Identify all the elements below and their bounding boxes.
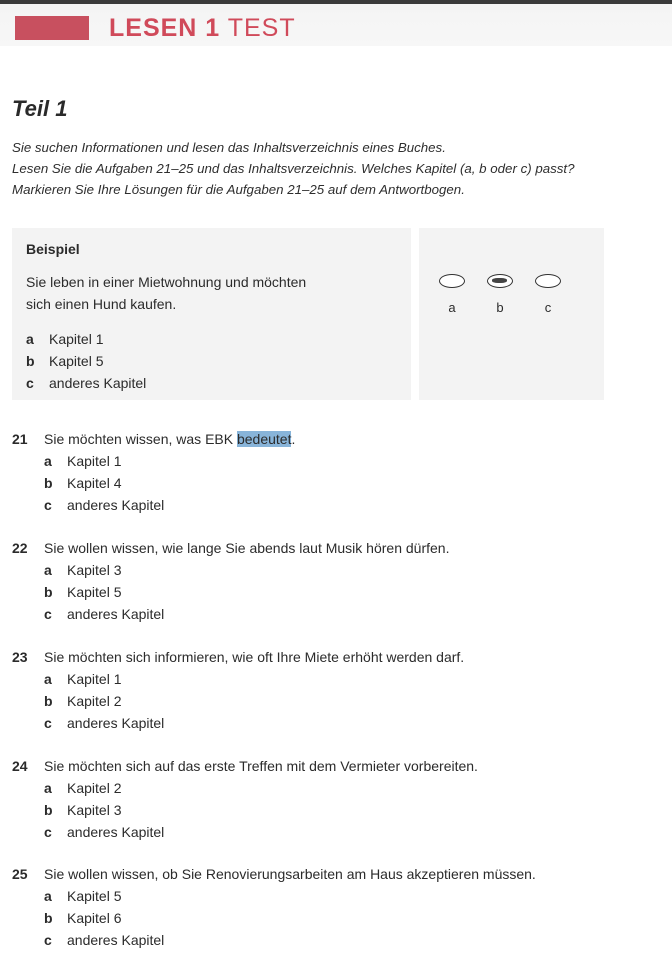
answer-bubble-c[interactable] — [535, 274, 561, 288]
example-text-line: sich einen Hund kaufen. — [26, 296, 177, 312]
option-text: anderes Kapitel — [49, 375, 147, 391]
question-options — [44, 450, 295, 516]
question-number: 24 — [12, 758, 28, 774]
option-letter: b — [44, 693, 53, 709]
option-b — [44, 799, 478, 821]
option-text: Kapitel 5 — [67, 584, 122, 600]
option-letter: c — [44, 606, 52, 622]
option-text: Kapitel 1 — [49, 331, 104, 347]
option-letter: b — [44, 475, 53, 491]
instructions — [12, 137, 667, 200]
option-c — [44, 929, 536, 951]
option-letter: a — [44, 671, 52, 687]
option-b — [44, 472, 295, 494]
option-a — [44, 885, 536, 907]
option-text: Kapitel 2 — [67, 693, 122, 709]
option-a — [44, 450, 295, 472]
option-letter: c — [44, 715, 52, 731]
question-text-part: . — [291, 431, 296, 447]
question-23 — [12, 646, 464, 734]
option-letter: c — [44, 824, 52, 840]
bubble-label: b — [496, 300, 504, 315]
option-letter: c — [44, 932, 52, 948]
option-c — [44, 712, 464, 734]
bubble-label: a — [448, 300, 456, 315]
question-number: 23 — [12, 649, 28, 665]
page-title-light: TEST — [227, 14, 296, 42]
option-text: anderes Kapitel — [67, 824, 165, 840]
bubble-label: c — [544, 300, 552, 315]
example-box — [12, 228, 411, 400]
question-text — [12, 863, 536, 885]
example-answer-box — [419, 228, 604, 400]
option-text: anderes Kapitel — [67, 932, 165, 948]
option-b — [44, 907, 536, 929]
example-text-line: Sie leben in einer Mietwohnung und möchten — [26, 274, 307, 290]
option-c — [44, 821, 478, 843]
question-24 — [12, 755, 478, 843]
question-options — [44, 885, 536, 951]
option-text: anderes Kapitel — [67, 715, 165, 731]
question-options — [44, 777, 478, 843]
question-text-part: Sie möchten sich auf das erste Treffen mit dem Vermieter vorbereiten. — [44, 758, 478, 774]
option-text: Kapitel 3 — [67, 802, 122, 818]
option-letter: b — [44, 910, 53, 926]
option-b — [44, 581, 449, 603]
option-letter: a — [26, 331, 34, 347]
question-25 — [12, 863, 536, 951]
option-letter: a — [44, 780, 52, 796]
option-letter: b — [44, 802, 53, 818]
section-title: Teil 1 — [12, 96, 68, 121]
question-number: 22 — [12, 540, 28, 556]
answer-bubble-b[interactable] — [487, 274, 513, 288]
example-option-b — [26, 350, 146, 372]
highlighted-text: bedeutet — [236, 431, 292, 447]
option-text: Kapitel 1 — [67, 453, 122, 469]
page-title-bold: LESEN 1 — [109, 14, 221, 42]
instruction-line: Lesen Sie die Aufgaben 21–25 und das Inhaltsverzeichnis. Welches Kapitel (a, b oder c) passt? — [12, 161, 575, 176]
example-option-c — [26, 372, 146, 394]
instruction-line: Sie suchen Informationen und lesen das Inhaltsverzeichnis eines Buches. — [12, 140, 446, 155]
option-letter: b — [44, 584, 53, 600]
instruction-line: Markieren Sie Ihre Lösungen für die Aufgaben 21–25 auf dem Antwortbogen. — [12, 182, 465, 197]
question-text — [12, 646, 464, 668]
option-b — [44, 690, 464, 712]
option-c — [44, 494, 295, 516]
option-text: Kapitel 1 — [67, 671, 122, 687]
option-letter: a — [44, 888, 52, 904]
page-title — [109, 14, 296, 43]
answer-bubbles — [435, 274, 565, 314]
header-band — [0, 4, 672, 46]
option-a — [44, 559, 449, 581]
example-options — [26, 328, 146, 394]
question-22 — [12, 537, 449, 625]
option-text: Kapitel 5 — [67, 888, 122, 904]
question-options — [44, 668, 464, 734]
question-options — [44, 559, 449, 625]
question-text — [12, 537, 449, 559]
option-text: anderes Kapitel — [67, 497, 165, 513]
question-number: 25 — [12, 866, 28, 882]
question-number: 21 — [12, 431, 28, 447]
example-option-a — [26, 328, 146, 350]
option-text: Kapitel 3 — [67, 562, 122, 578]
header-accent-block — [15, 16, 89, 40]
option-letter: a — [44, 453, 52, 469]
example-text — [26, 271, 306, 315]
option-text: Kapitel 2 — [67, 780, 122, 796]
question-text — [12, 755, 478, 777]
question-text-part: Sie wollen wissen, ob Sie Renovierungsarbeiten am Haus akzeptieren müssen. — [44, 866, 536, 882]
option-a — [44, 777, 478, 799]
option-text: Kapitel 6 — [67, 910, 122, 926]
option-text: anderes Kapitel — [67, 606, 165, 622]
option-letter: b — [26, 353, 35, 369]
option-letter: a — [44, 562, 52, 578]
option-text: Kapitel 5 — [49, 353, 104, 369]
question-text-part: Sie möchten sich informieren, wie oft Ihre Miete erhöht werden darf. — [44, 649, 465, 665]
answer-bubble-a[interactable] — [439, 274, 465, 288]
question-text — [12, 428, 295, 450]
example-title: Beispiel — [26, 241, 80, 257]
question-text-part: Sie möchten wissen, was EBK — [44, 431, 237, 447]
option-c — [44, 603, 449, 625]
option-a — [44, 668, 464, 690]
option-text: Kapitel 4 — [67, 475, 122, 491]
question-21 — [12, 428, 295, 516]
option-letter: c — [26, 375, 34, 391]
question-text-part: Sie wollen wissen, wie lange Sie abends laut Musik hören dürfen. — [44, 540, 450, 556]
option-letter: c — [44, 497, 52, 513]
